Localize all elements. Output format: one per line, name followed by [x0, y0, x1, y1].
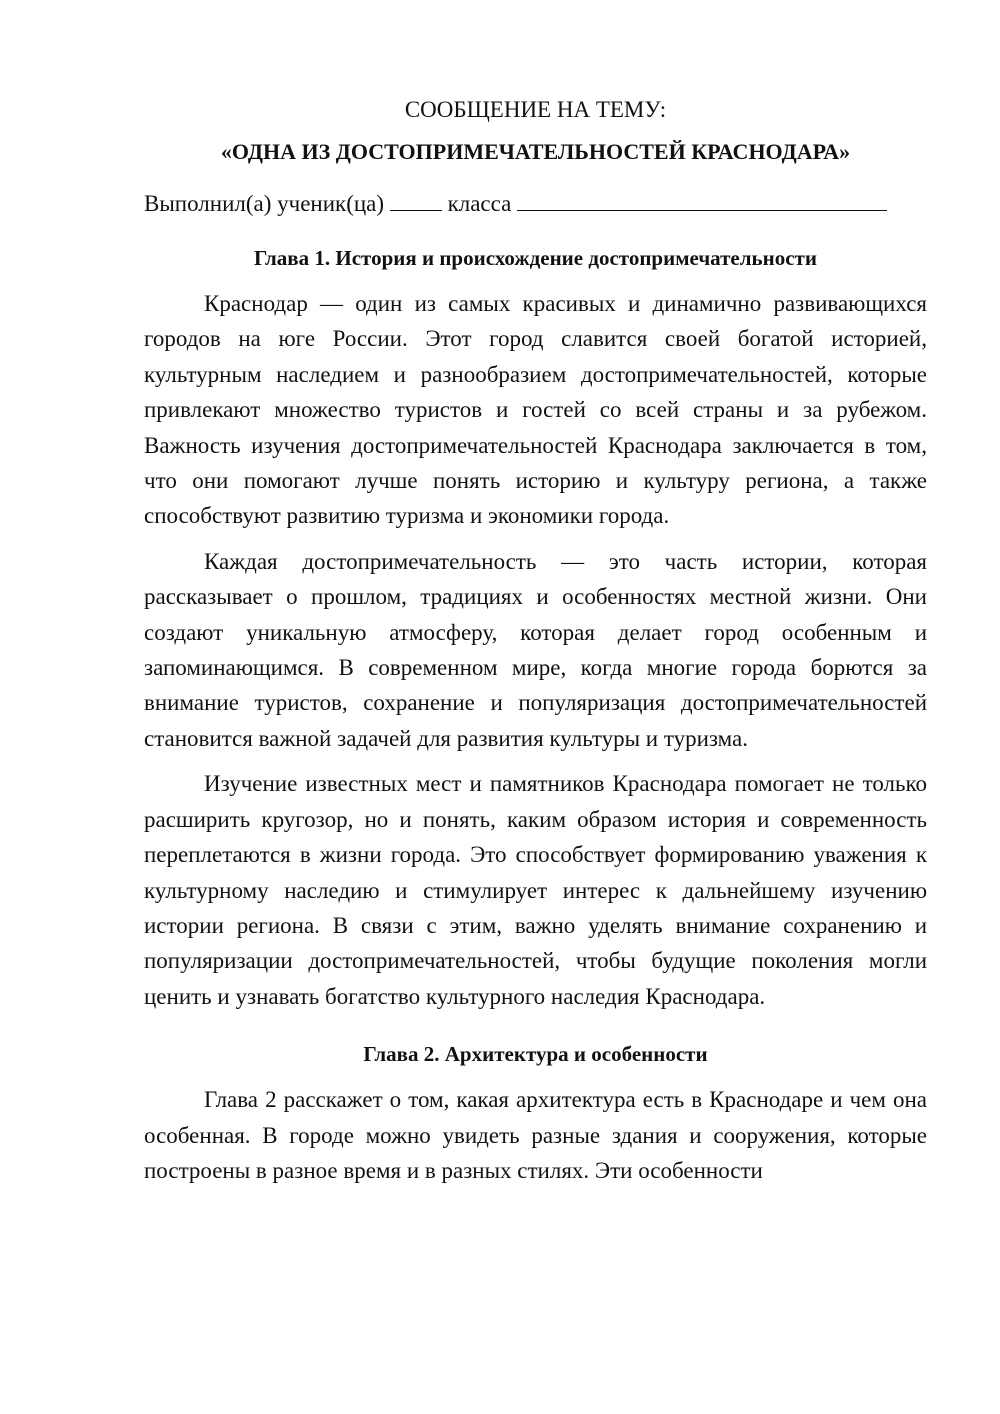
chapter-2-heading: Глава 2. Архитектура и особенности — [363, 1042, 708, 1067]
author-prefix: Выполнил(а) ученик(ца) — [144, 191, 385, 216]
chapter-1-heading: Глава 1. История и происхождение достопримечательности — [254, 246, 817, 270]
name-blank — [517, 190, 887, 211]
document-content — [144, 92, 927, 1188]
chapter-2-paragraph-1: Глава 2 расскажет о том, какая архитектура есть в Краснодаре и чем она особенная. В городе можно увидеть разные здания и сооружения, которые построены в разное время и в разных стилях. Эти особенности — [144, 1087, 927, 1183]
chapter-1-paragraph-1: Краснодар — один из самых красивых и динамично развивающихся городов на юге России. Этот город славится своей богатой историей, культурным наследием и разнообразием достопримечательностей, которые привлекают множество туристов и гостей со всей страны и за рубежом. Важность изучения достопримечательностей Краснодара заключается в том, что они помогают лучше понять историю и культуру региона, а также способствуют развитию туризма и экономики города. — [144, 291, 927, 529]
chapter-1-paragraph-2: Каждая достопримечательность — это часть истории, которая рассказывает о прошлом, традициях и особенностях местной жизни. Они создают уникальную атмосферу, которая делает город особенным и запоминающимся. В современном мире, когда многие города борются за внимание туристов, сохранение и популяризация достопримечательностей становится важной задачей для развития культуры и туризма. — [144, 548, 927, 751]
title-line-1: СООБЩЕНИЕ НА ТЕМУ: — [404, 97, 667, 122]
title-line-2: «ОДНА ИЗ ДОСТОПРИМЕЧАТЕЛЬНОСТЕЙ КРАСНОДАРА» — [220, 139, 851, 164]
author-line — [144, 186, 927, 222]
author-middle: класса — [447, 191, 512, 216]
chapter-1-paragraph-3: Изучение известных мест и памятников Краснодара помогает не только расширить кругозор, но и понять, каким образом история и современность переплетаются в жизни города. Это способствует формированию уважения к культурному наследию и стимулирует интерес к дальнейшему изучению истории региона. В связи с этим, важно уделять внимание сохранению и популяризации достопримечательностей, чтобы будущие поколения могли ценить и узнавать богатство культурного наследия Краснодара. — [144, 771, 927, 1009]
grade-blank — [390, 190, 442, 211]
